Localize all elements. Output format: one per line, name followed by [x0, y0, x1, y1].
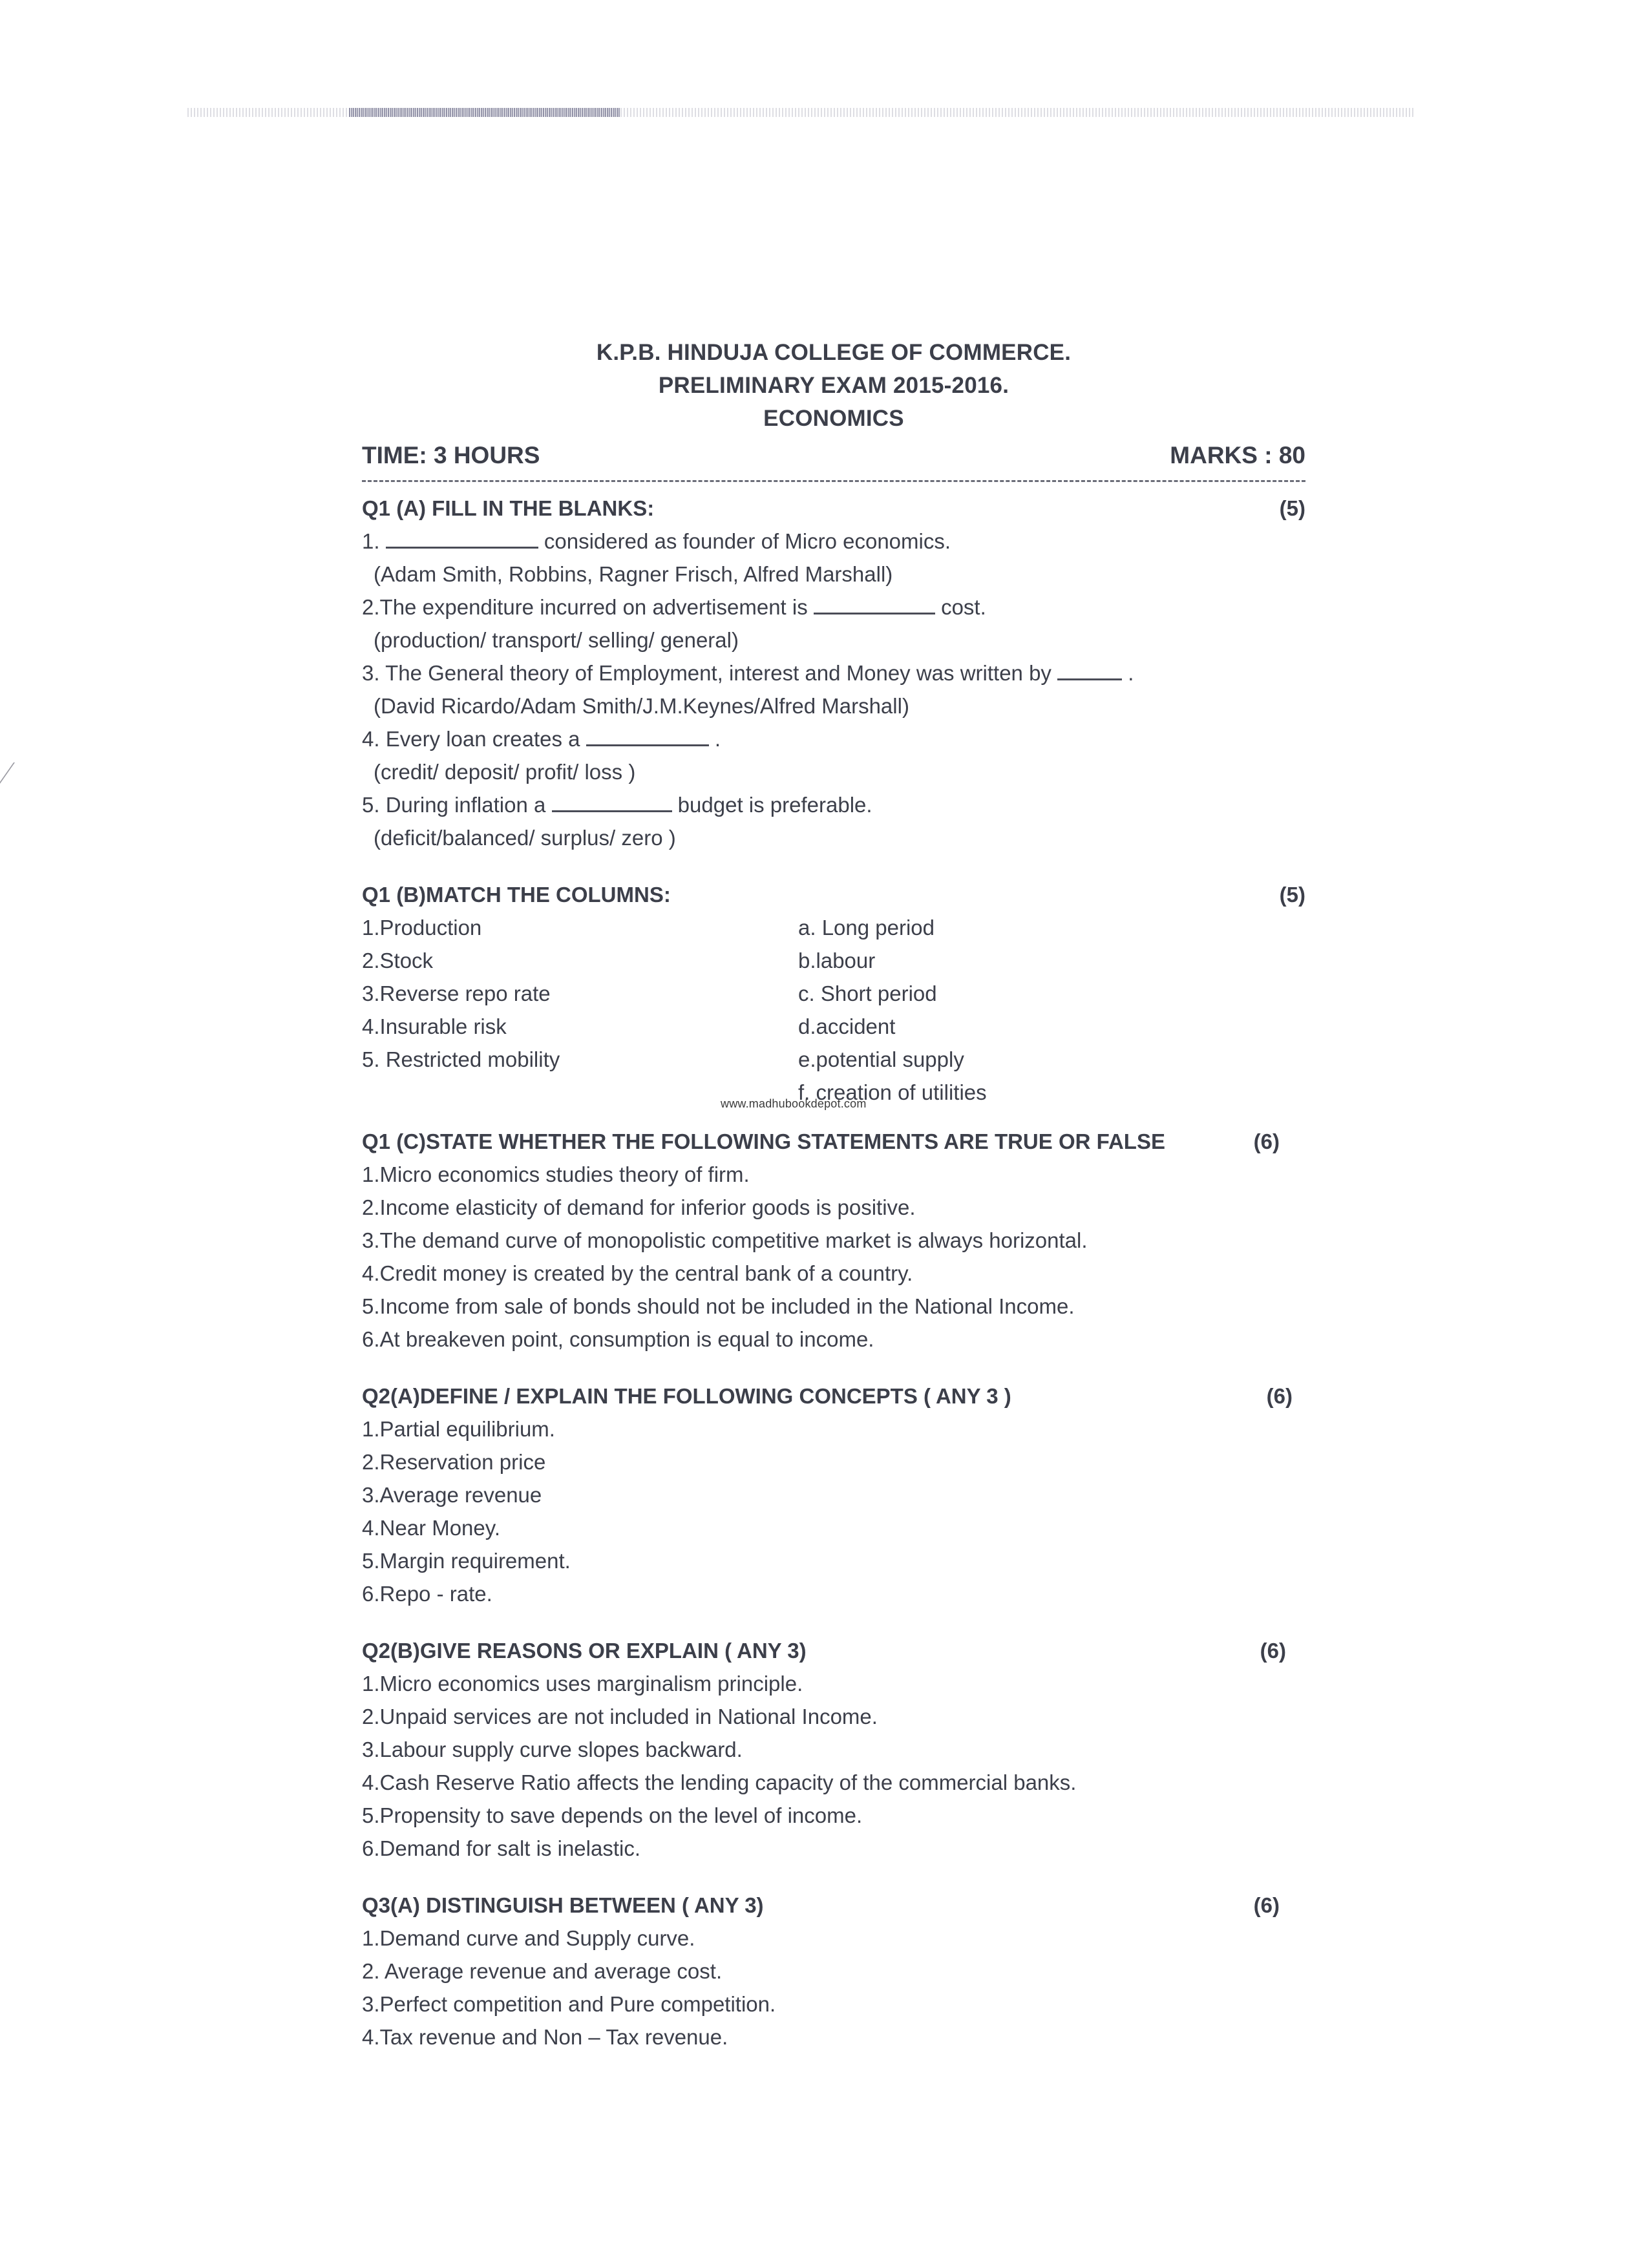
section-title: Q2(A)DEFINE / EXPLAIN THE FOLLOWING CONCEPTS ( ANY 3 )	[362, 1384, 1011, 1408]
total-marks: MARKS : 80	[1170, 442, 1305, 468]
question-item: 1. considered as founder of Micro economics.	[362, 525, 1305, 558]
section-marks: (6)	[1260, 1639, 1286, 1663]
question-item: 1.Demand curve and Supply curve.	[362, 1926, 695, 1950]
answer-blank	[552, 791, 672, 812]
answer-blank	[386, 527, 538, 549]
question-options: (Adam Smith, Robbins, Ragner Frisch, Alfred Marshall)	[374, 562, 893, 586]
question-item: 4.Credit money is created by the central bank of a country.	[362, 1261, 913, 1285]
column-b-item: c. Short period	[798, 982, 937, 1005]
question-item: 4.Cash Reserve Ratio affects the lending capacity of the commercial banks.	[362, 1770, 1077, 1794]
column-a-item: 1.Production	[362, 916, 482, 940]
question-item: 5.Income from sale of bonds should not be included in the National Income.	[362, 1294, 1075, 1318]
question-item: 4.Near Money.	[362, 1516, 500, 1540]
section-title: Q3(A) DISTINGUISH BETWEEN ( ANY 3)	[362, 1893, 764, 1917]
section-title: Q2(B)GIVE REASONS OR EXPLAIN ( ANY 3)	[362, 1639, 807, 1663]
match-columns	[362, 911, 1305, 1109]
question-item: 2.The expenditure incurred on advertisement is cost.	[362, 591, 1305, 624]
answer-blank	[814, 593, 935, 614]
dashed-divider	[362, 480, 1305, 482]
column-a-item: 3.Reverse repo rate	[362, 982, 551, 1005]
question-item: 3.The demand curve of monopolistic competitive market is always horizontal.	[362, 1228, 1088, 1252]
section-marks: (5)	[1279, 496, 1305, 520]
question-item: 4. Every loan creates a .	[362, 722, 1305, 755]
question-item: 1.Partial equilibrium.	[362, 1417, 555, 1441]
question-item: 3.Labour supply curve slopes backward.	[362, 1738, 743, 1761]
column-a-item: 5. Restricted mobility	[362, 1047, 560, 1071]
question-item: 5.Propensity to save depends on the level of income.	[362, 1803, 863, 1827]
paper-header	[362, 336, 1305, 482]
section-title: Q1 (A) FILL IN THE BLANKS:	[362, 496, 655, 520]
section-title: Q1 (B)MATCH THE COLUMNS:	[362, 883, 671, 907]
question-item: 2. Average revenue and average cost.	[362, 1959, 723, 1983]
section-marks: (6)	[1266, 1384, 1293, 1408]
column-b-item: b.labour	[798, 949, 876, 972]
exam-paper	[362, 336, 1305, 2053]
section-marks: (5)	[1279, 883, 1305, 907]
column-b-item: e.potential supply	[798, 1047, 964, 1071]
question-item: 5. During inflation a budget is preferable.	[362, 788, 1305, 821]
college-name: K.P.B. HINDUJA COLLEGE OF COMMERCE.	[596, 340, 1072, 365]
column-a-item: 4.Insurable risk	[362, 1014, 507, 1038]
column-b-item: d.accident	[798, 1014, 896, 1038]
question-item: 3.Average revenue	[362, 1483, 542, 1507]
section-title: Q1 (C)STATE WHETHER THE FOLLOWING STATEMENTS ARE TRUE OR FALSE	[362, 1129, 1165, 1153]
column-a-item: 2.Stock	[362, 949, 434, 972]
question-item: 2.Income elasticity of demand for inferior goods is positive.	[362, 1195, 916, 1219]
question-item: 2.Unpaid services are not included in National Income.	[362, 1705, 878, 1728]
column-b-item: f. creation of utilities www.madhubookdepot.com	[798, 1076, 1305, 1109]
question-item: 6.Demand for salt is inelastic.	[362, 1836, 641, 1860]
section-q2b	[362, 1635, 1305, 1865]
question-item: 3. The General theory of Employment, interest and Money was written by .	[362, 656, 1305, 689]
question-item: 1.Micro economics uses marginalism principle.	[362, 1672, 803, 1696]
section-q3a	[362, 1889, 1305, 2053]
time-allowed: TIME: 3 HOURS	[362, 442, 540, 468]
column-b-item: a. Long period	[798, 916, 935, 940]
exam-title: PRELIMINARY EXAM 2015-2016.	[658, 373, 1009, 398]
question-item: 5.Margin requirement.	[362, 1549, 571, 1573]
question-item: 2.Reservation price	[362, 1450, 546, 1474]
section-q1c	[362, 1126, 1305, 1356]
question-item: 1.Micro economics studies theory of firm.	[362, 1162, 750, 1186]
question-item: 4.Tax revenue and Non – Tax revenue.	[362, 2025, 728, 2049]
question-item: 3.Perfect competition and Pure competition.	[362, 1992, 776, 2016]
section-marks: (6)	[1253, 1129, 1280, 1153]
subject-title: ECONOMICS	[763, 406, 904, 431]
paper-edge-mark	[0, 762, 41, 801]
question-item: 6.At breakeven point, consumption is equal to income.	[362, 1327, 874, 1351]
question-options: (production/ transport/ selling/ general)	[374, 628, 739, 652]
time-marks-row	[362, 439, 1305, 472]
answer-blank	[586, 725, 709, 746]
section-q1a	[362, 492, 1305, 854]
scanner-artifact-dense	[349, 108, 620, 117]
question-options: (credit/ deposit/ profit/ loss )	[374, 760, 636, 784]
section-q1b	[362, 879, 1305, 1109]
section-q2a	[362, 1380, 1305, 1610]
section-marks: (6)	[1253, 1893, 1280, 1917]
answer-blank	[1057, 659, 1122, 680]
question-item: 6.Repo - rate.	[362, 1582, 492, 1606]
question-options: (deficit/balanced/ surplus/ zero )	[374, 826, 676, 850]
website-watermark: www.madhubookdepot.com	[721, 1097, 867, 1110]
question-options: (David Ricardo/Adam Smith/J.M.Keynes/Alfred Marshall)	[374, 694, 909, 718]
